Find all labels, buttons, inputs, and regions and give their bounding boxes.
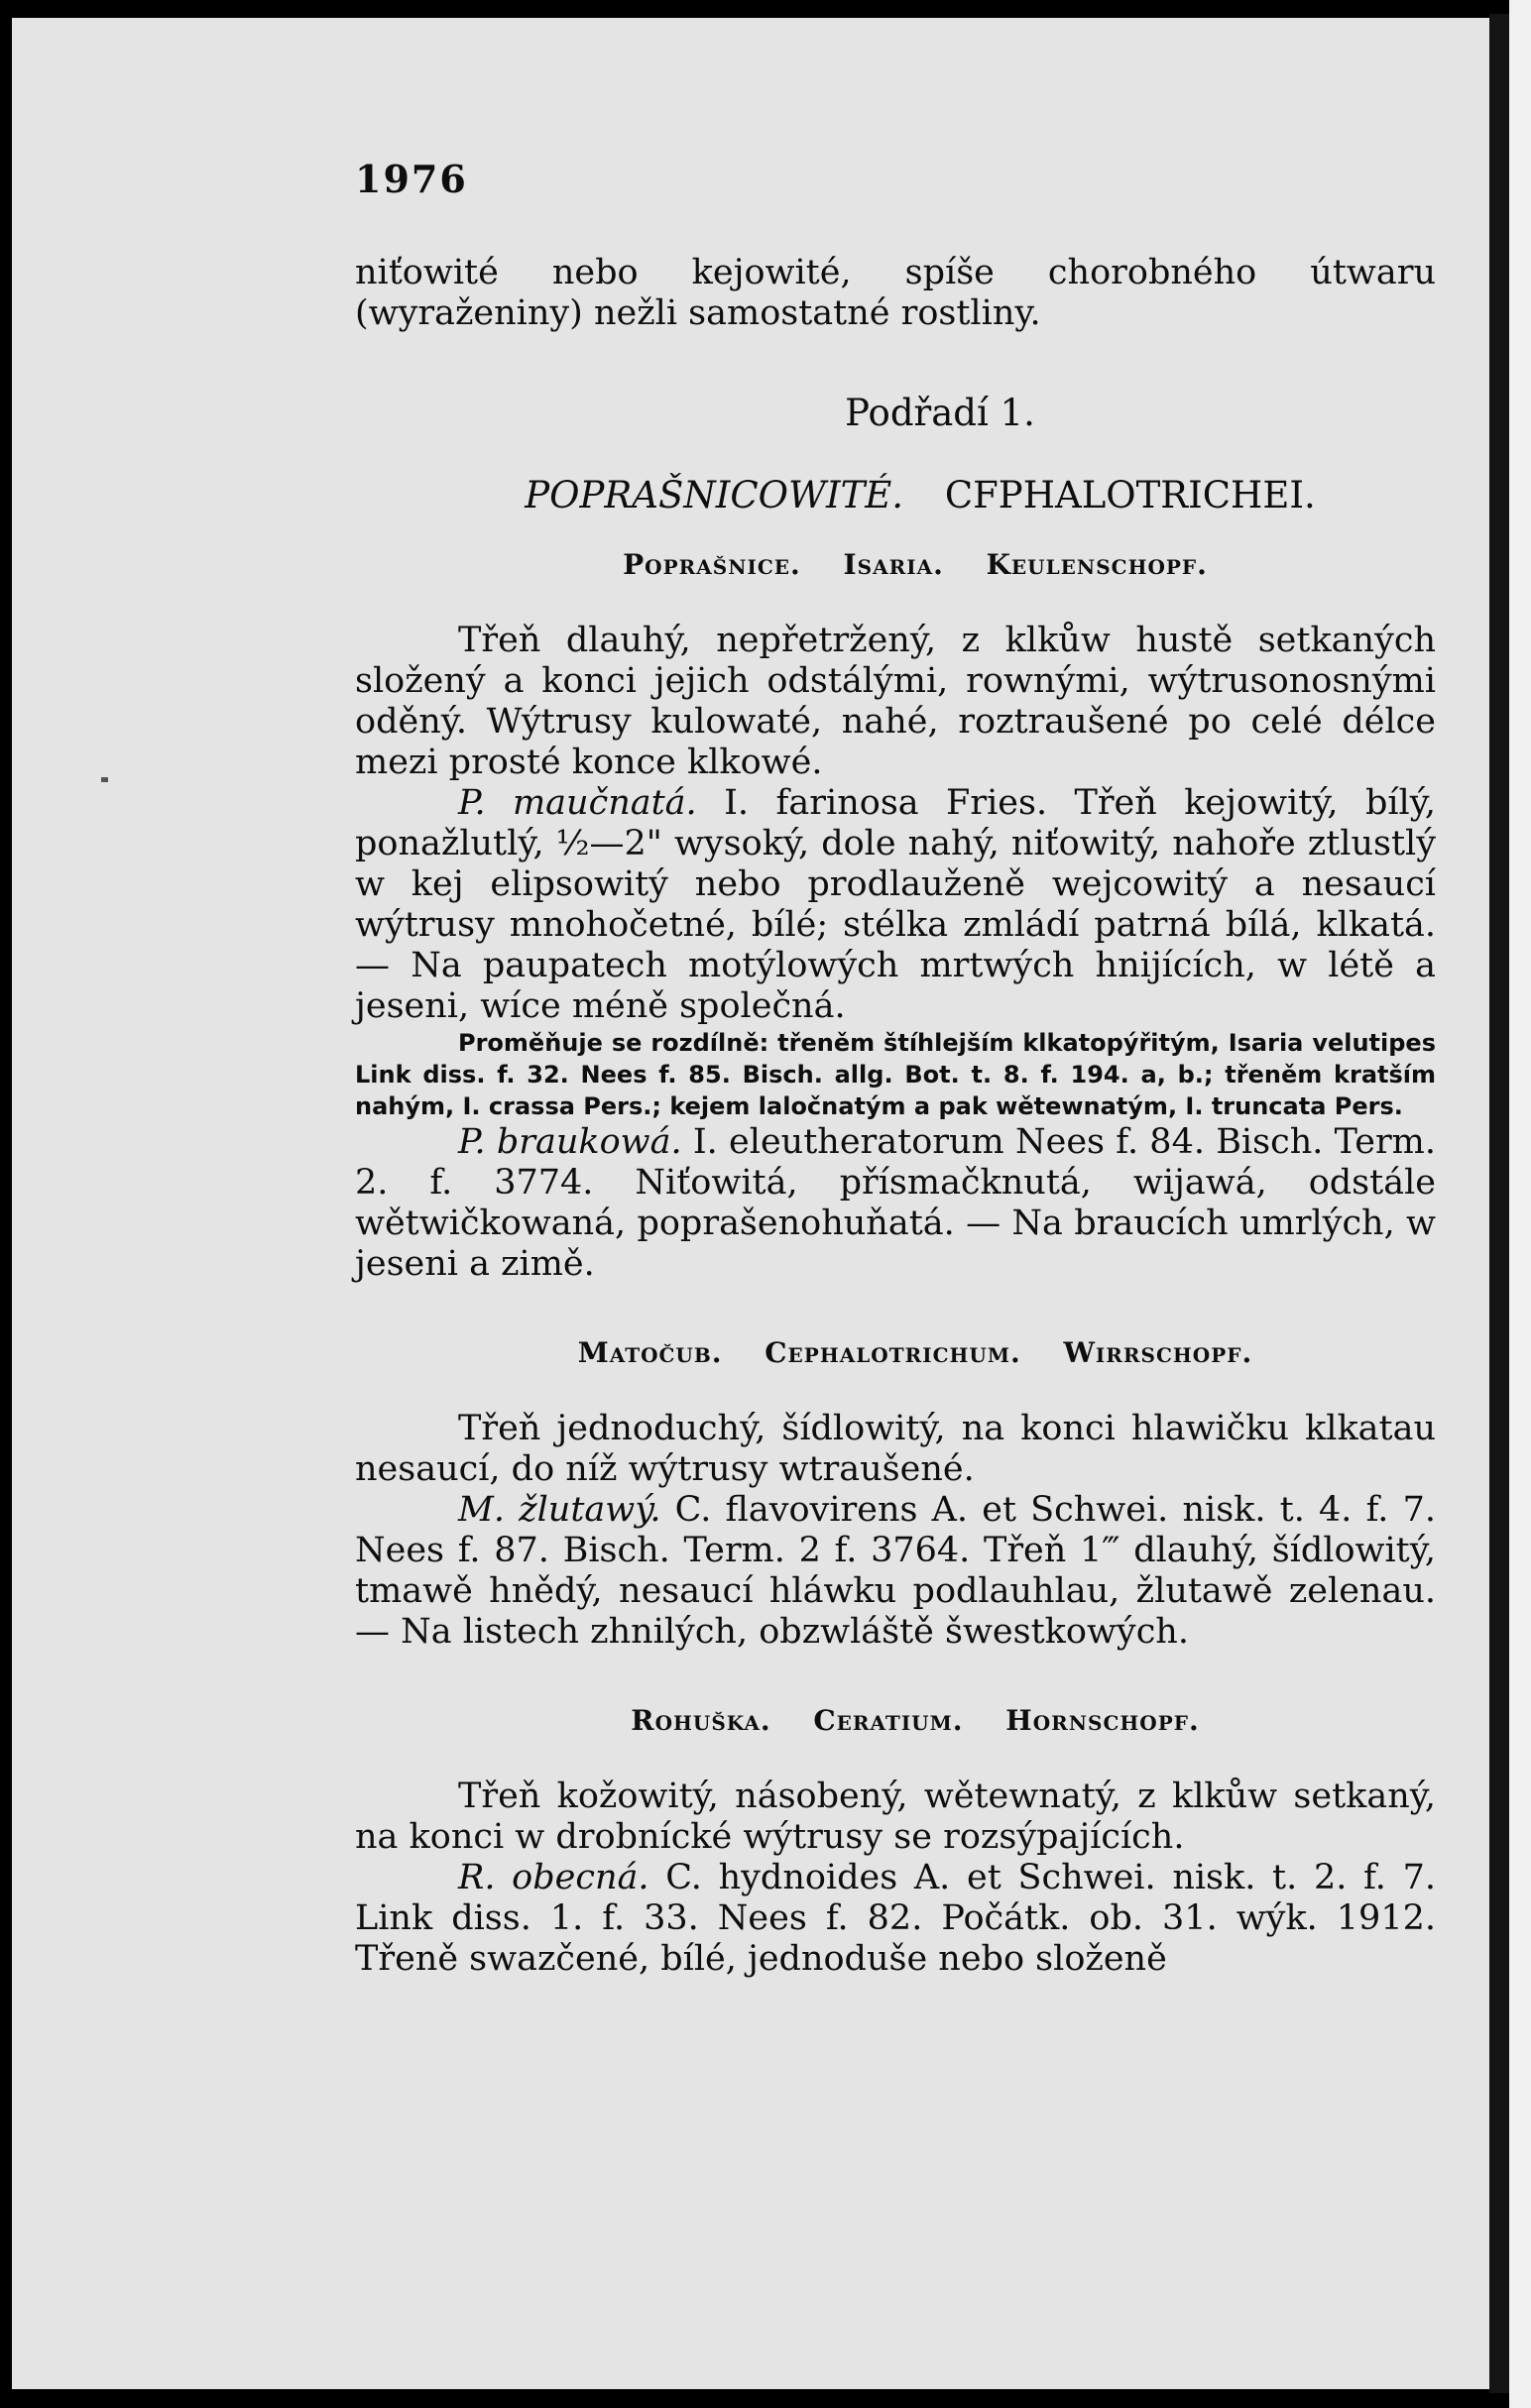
genus-czech-name: Rohuška. — [631, 1704, 771, 1737]
genus-german-name: Wirrschopf. — [1063, 1336, 1253, 1369]
species-name: M. žlutawý. — [458, 1490, 661, 1530]
margin-speck — [101, 777, 108, 782]
page-number: 1976 — [355, 157, 468, 201]
order-title-czech: POPRAŠNICOWITÉ. — [525, 474, 904, 516]
species-entry — [355, 1858, 1436, 1980]
genus-czech-name: Matočub. — [577, 1336, 723, 1369]
species-text: C. hydnoides A. et Schwei. nisk. t. 2. f. 7. Link diss. 1. f. 33. Nees f. 82. Počátk. ob. 31. wýk. 1912. Třeně swazčené, bílé, jednoduše nebo složeně — [355, 1858, 1436, 1979]
species-name: P. braukowá. — [458, 1122, 682, 1162]
species-name: R. obecná. — [458, 1858, 649, 1897]
genus-heading — [355, 548, 1436, 581]
order-title — [355, 474, 1436, 516]
subdivision-heading: Podřadí 1. — [845, 392, 1035, 434]
genus-czech-name: Poprašnice. — [623, 548, 801, 581]
species-text: C. flavovirens A. et Schwei. nisk. t. 4. f. 7. Nees f. 87. Bisch. Term. 2 f. 3764. Třeň 1‴ dlauhý, šídlowitý, tmawě hnědý, nesaucí hláwku podlauhlau, žlutawě zelenau. — Na listech zhnilých, obzwláště šwestkowých. — [355, 1490, 1437, 1652]
genus-description: Třeň jednoduchý, šídlowitý, na konci hlawičku klkatau nesaucí, do níž wýtrusy wtraušené. — [355, 1409, 1436, 1489]
species-entry — [355, 1490, 1436, 1653]
genus-heading — [355, 1336, 1436, 1369]
scan-page-edge — [1509, 0, 1531, 2408]
species-name: P. maučnatá. — [458, 783, 697, 823]
scan-binding-shadow — [1489, 14, 1509, 2393]
genus-latin-name: Ceratium. — [813, 1704, 964, 1737]
intro-paragraph: niťowité nebo kejowité, spíše chorobného útwaru (wyraženiny) nežli samostatné rostliny. — [355, 253, 1436, 333]
genus-german-name: Hornschopf. — [1005, 1704, 1200, 1737]
species-text: I. farinosa Fries. Třeň kejowitý, bílý, ponažlutlý, ½—2" wysoký, dole nahý, niťowitý, nahoře ztlustlý w kej elipsowitý nebo prodlauženě wejcowitý a nesaucí wýtrusy mnohočetné, bílé; stélka zmládí patrná bílá, klkatá. — Na paupatech motýlowých mrtwých hnijících, w létě a jeseni, wíce méně společná. — [355, 783, 1436, 1026]
page-text — [355, 157, 1436, 1980]
species-text: I. eleutheratorum Nees f. 84. Bisch. Term. 2. f. 3774. Niťowitá, přísmačknutá, wijawá, odstále wětwičkowaná, poprašenohuňatá. — Na braucích umrlých, w jeseni a zimě. — [355, 1122, 1436, 1284]
species-entry — [355, 783, 1436, 1027]
genus-description: Třeň kožowitý, násobený, wětewnatý, z klkůw setkaný, na konci w drobnícké wýtrusy se rozsýpajících. — [355, 1777, 1436, 1857]
genus-latin-name: Cephalotrichum. — [765, 1336, 1021, 1369]
genus-latin-name: Isaria. — [843, 548, 944, 581]
genus-german-name: Keulenschopf. — [986, 548, 1208, 581]
variation-note: Proměňuje se rozdílně: třeněm štíhlejším klkatopýřitým, Isaria velutipes Link diss. f. 32. Nees f. 85. Bisch. allg. Bot. t. 8. f. 194. a, b.; třeněm kratším nahým, I. crassa Pers.; kejem laločnatým a pak wětewnatým, I. truncata Pers. — [355, 1029, 1436, 1120]
species-entry — [355, 1122, 1436, 1285]
genus-heading — [355, 1704, 1436, 1737]
order-title-latin: CFPHALOTRICHEI. — [944, 474, 1316, 516]
genus-description: Třeň dlauhý, nepřetržený, z klkůw hustě setkaných složený a konci jejich odstálými, rownými, wýtrusonosnými oděný. Wýtrusy kulowaté, nahé, roztraušené po celé délce mezi prosté konce klkowé. — [355, 621, 1436, 782]
